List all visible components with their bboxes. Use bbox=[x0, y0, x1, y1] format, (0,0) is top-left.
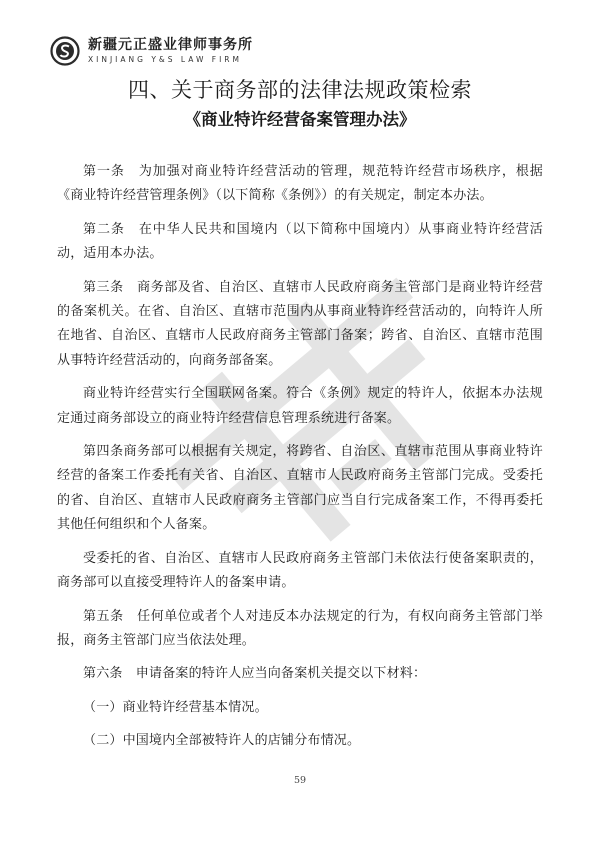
firm-name-en: XINJIANG Y&S LAW FIRM bbox=[88, 55, 242, 65]
article-3: 第三条 商务部及省、自治区、直辖市人民政府商务主管部门是商业特许经营的备案机关。在省、自治区、直辖市范围内从事商业特许经营活动的，向特许人所在地省、自治区、直辖市人民政府商务主管部门备案；跨省、自治区、直辖市范围从事特许经营活动的，向商务部备案。 bbox=[57, 279, 543, 368]
letterhead bbox=[50, 36, 253, 66]
article-4: 第四条商务部可以根据有关规定，将跨省、自治区、直辖市范围从事商业特许经营的备案工作委托有关省、自治区、直辖市人民政府商务主管部门完成。受委托的省、自治区、直辖市人民政府商务主管部门应当自行完成备案工作，不得再委托其他任何组织和个人备案。 bbox=[57, 444, 543, 533]
section-title: 四、关于商务部的法律法规政策检索 bbox=[128, 78, 472, 102]
list-item: （二）中国境内全部被特许人的店铺分布情况。 bbox=[83, 733, 361, 749]
firm-name bbox=[88, 38, 253, 64]
article-5: 第五条 任何单位或者个人对违反本办法规定的行为，有权向商务主管部门举报，商务主管部门应当依法处理。 bbox=[57, 608, 543, 648]
document-subtitle: 《商业特许经营备案管理办法》 bbox=[184, 110, 416, 129]
article-6: 第六条 申请备案的特许人应当向备案机关提交以下材料： bbox=[83, 666, 427, 682]
firm-name-cn: 新疆元正盛业律师事务所 bbox=[88, 37, 253, 54]
article-3-network-filing: 商业特许经营实行全国联网备案。符合《条例》规定的特许人，依据本办法规定通过商务部设立的商业特许经营信息管理系统进行备案。 bbox=[57, 386, 543, 426]
article-4-direct-filing: 受委托的省、自治区、直辖市人民政府商务主管部门未依法行使备案职责的，商务部可以直接受理特许人的备案申请。 bbox=[57, 550, 543, 591]
document-body bbox=[57, 160, 543, 763]
list-item: （一）商业特许经营基本情况。 bbox=[83, 699, 268, 715]
article-1: 第一条 为加强对商业特许经营活动的管理，规范特许经营市场秩序，根据《商业特许经营管理条例》（以下简称《条例》）的有关规定，制定本办法。 bbox=[57, 164, 543, 204]
page-number: 59 bbox=[293, 775, 307, 786]
firm-logo-icon bbox=[50, 36, 80, 66]
article-2: 第二条 在中华人民共和国境内（以下简称中国境内）从事商业特许经营活动，适用本办法。 bbox=[57, 221, 543, 262]
